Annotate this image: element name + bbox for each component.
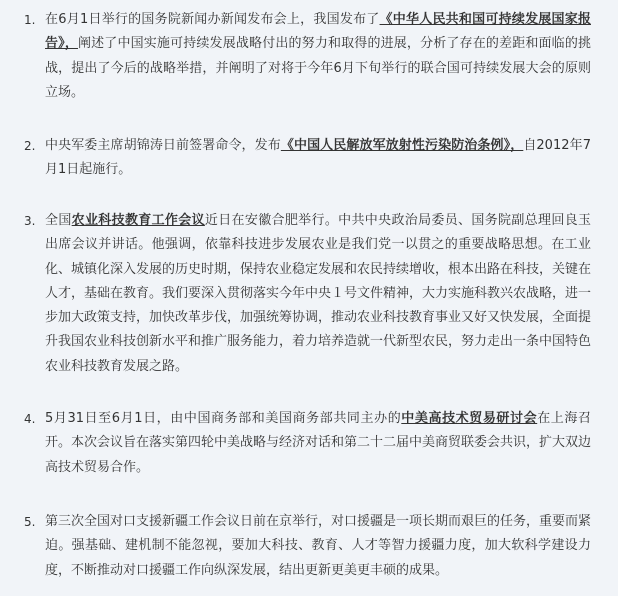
item-text-after: 自2012年7月1日起施行。 [45,138,591,178]
report-link[interactable]: 《中华人民共和国可持续发展国家报告》， [45,12,591,52]
item-number: 1. [24,13,36,27]
item-text [45,407,591,480]
item-text [45,510,591,583]
item-text-after: 在上海召开。本次会议旨在落实第四轮中美战略与经济对话和第二十二届中美商贸联委会共识，扩大双边高技术贸易合作。 [45,411,592,475]
seminar-link[interactable]: 中美高技术贸易研讨会 [401,411,538,426]
item-number: 2. [24,139,36,153]
regulation-link[interactable]: 《中国人民解放军放射性污染防治条例》， [280,138,524,153]
item-text-before: 中央军委主席胡锦涛日前签署命令，发布 [45,138,281,153]
item-number: 3. [24,214,36,228]
item-text-before: 第三次全国对口支援新疆工作会议日前在京举行，对口援疆是一项长期而艰巨的任务，重要而紧迫。强基础、建机制不能忽视，要加大科技、教育、人才等智力援疆力度，加大软科学建设力度，不断推动对口援疆工作向纵深发展，结出更新更美更丰硕的成果。 [45,514,592,578]
item-text [45,134,591,183]
item-text-before: 5月31日至6月1日，由中国商务部和美国商务部共同主办的 [45,411,402,426]
item-text-after: 阐述了中国实施可持续发展战略付出的努力和取得的进展，分析了存在的差距和面临的挑战，提出了今后的战略举措，并阐明了对将于今年6月下旬举行的联合国可持续发展大会的原则立场。 [45,36,591,100]
item-number: 4. [24,412,36,426]
item-text [45,8,591,105]
item-text-before: 在6月1日举行的国务院新闻办新闻发布会上，我国发布了 [45,12,380,27]
item-number: 5. [24,515,36,529]
item-text-before: 全国 [45,213,72,228]
item-text [45,209,591,379]
item-text-after: 近日在安徽合肥举行。中共中央政治局委员、国务院副总理回良玉出席会议并讲话。他强调，依靠科技进步发展农业是我们党一以贯之的重要战略思想。在工业化、城镇化深入发展的历史时期，保持农业稳定发展和农民持续增收，根本出路在科技，关键在人才，基础在教育。我们要深入贯彻落实今年中央１号文件精神，大力实施科教兴农战略，进一步加大政策支持，加快改革步伐，加强统筹协调，推动农业科技教育事业又好又快发展，全面提升我国农业科技创新水平和推广服务能力，着力培养造就一代新型农民，努力走出一条中国特色农业科技教育发展之路。 [45,213,592,374]
conference-link[interactable]: 农业科技教育工作会议 [71,213,205,228]
